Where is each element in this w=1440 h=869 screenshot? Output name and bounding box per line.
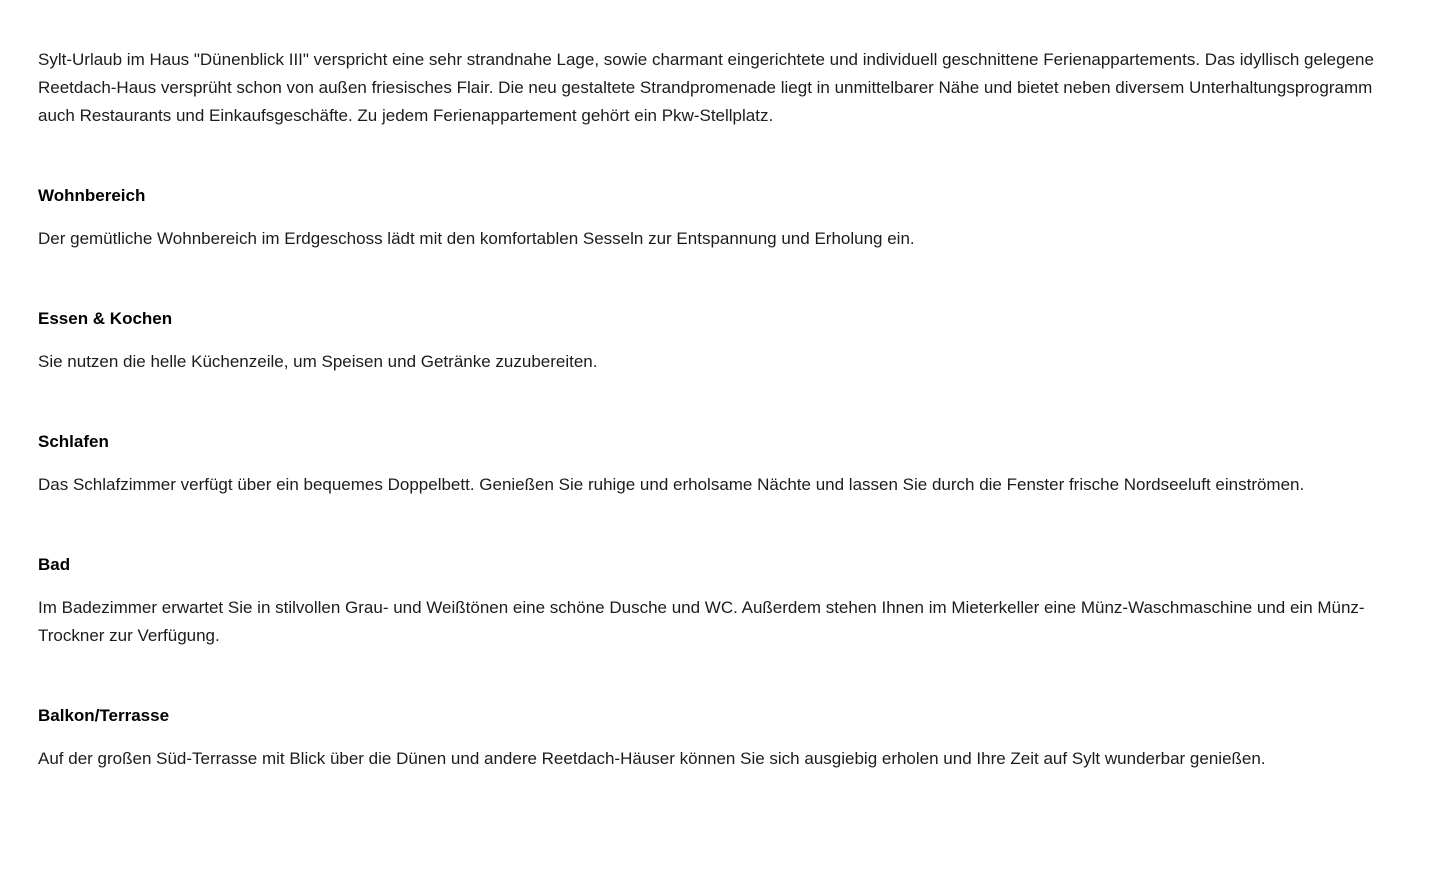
- section-heading: Wohnbereich: [38, 186, 146, 205]
- intro-paragraph: Sylt-Urlaub im Haus "Dünenblick III" verspricht eine sehr strandnahe Lage, sowie charmant eingerichtete und individuell geschnittene Ferienappartements. Das idyllisch gelegene Reetdach-Haus versprüht schon von außen friesisches Flair. Die neu gestaltete Strandpromenade liegt in unmittelbarer Nähe und bietet neben diversem Unterhaltungsprogramm auch Restaurants und Einkaufsgeschäfte. Zu jedem Ferienappartement gehört ein Pkw-Stellplatz.: [38, 50, 1374, 125]
- section-balkon-terrasse: [38, 702, 1393, 773]
- section-body: Der gemütliche Wohnbereich im Erdgeschoss lädt mit den komfortablen Sesseln zur Entspannung und Erholung ein.: [38, 229, 915, 248]
- section-wohnbereich: [38, 182, 1393, 253]
- section-bad: [38, 551, 1393, 650]
- section-heading: Schlafen: [38, 432, 109, 451]
- section-schlafen: [38, 428, 1393, 499]
- section-body: Sie nutzen die helle Küchenzeile, um Speisen und Getränke zuzubereiten.: [38, 352, 598, 371]
- section-heading: Essen & Kochen: [38, 309, 173, 328]
- section-heading: Bad: [38, 555, 71, 574]
- section-body: Auf der großen Süd-Terrasse mit Blick über die Dünen und andere Reetdach-Häuser können Sie sich ausgiebig erholen und Ihre Zeit auf Sylt wunderbar genießen.: [38, 749, 1266, 768]
- section-body: Im Badezimmer erwartet Sie in stilvollen Grau- und Weißtönen eine schöne Dusche und WC. Außerdem stehen Ihnen im Mieterkeller eine Münz-Waschmaschine und ein Münz-Trockner zur Verfügung.: [38, 598, 1365, 645]
- section-essen-kochen: [38, 305, 1393, 376]
- section-body: Das Schlafzimmer verfügt über ein bequemes Doppelbett. Genießen Sie ruhige und erholsame Nächte und lassen Sie durch die Fenster frische Nordseeluft einströmen.: [38, 475, 1305, 494]
- section-heading: Balkon/Terrasse: [38, 706, 170, 725]
